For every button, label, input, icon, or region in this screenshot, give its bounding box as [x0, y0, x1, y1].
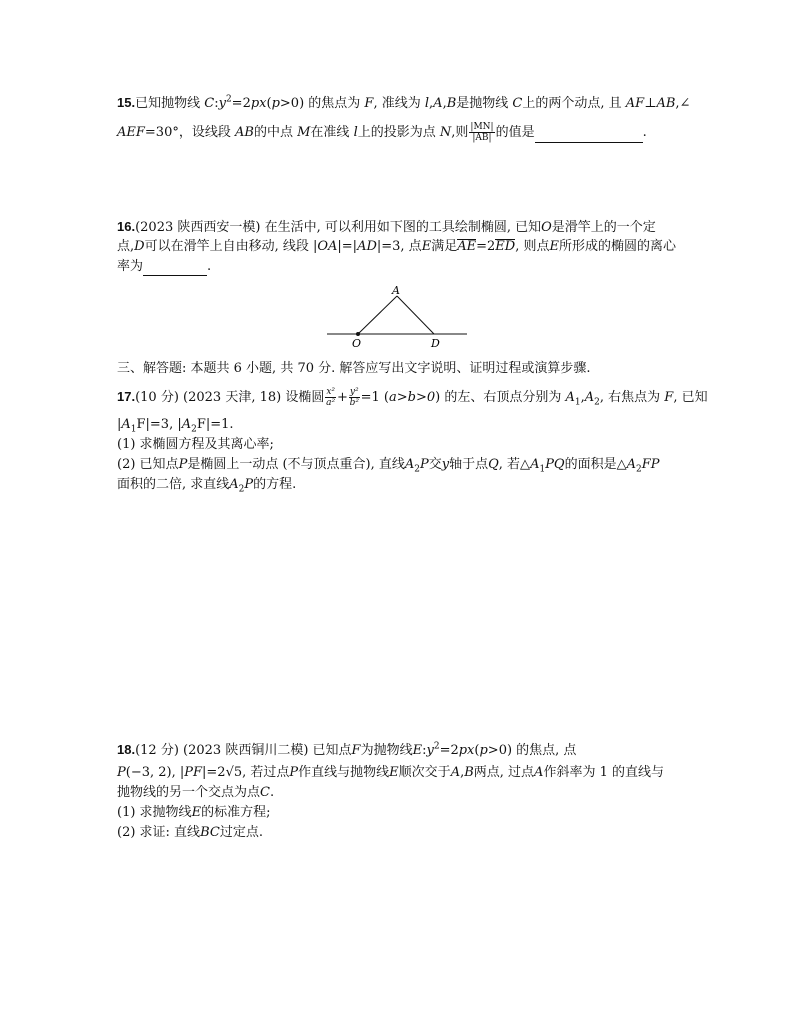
label-A: A — [392, 284, 400, 297]
q15-number: 15. — [117, 95, 136, 110]
q18-part-2: (2) 求证: 直线BC过定点. — [117, 825, 263, 840]
q17-part-2-cont: 面积的二倍, 求直线$A_2P$的方程. — [117, 477, 297, 495]
q15-line-2: AEF=30°，设线段 AB的中点 M在准线 l上的投影为点 N,则 $\frac{|MN|}{|AB|}$ 的值是 . — [117, 122, 647, 143]
q17-fraction-x: $\frac{\text{x²}}{\text{a²}}$ — [326, 387, 336, 408]
q18-line-2: P(−3, 2), |PF|=2√5, 若过点P作直线与抛物线E顺次交于A,B两点, 过点A作斜率为 1 的直线与 — [117, 765, 664, 780]
q18-line-1: 18.(12 分) (2023 陕西铜川二模) 已知点F为抛物线$E:y^2=2px(p>0)$ 的焦点, 点 — [117, 741, 577, 758]
q16-line-2: 点,D可以在滑竿上自由移动, 线段 |OA|=|AD|=3, 点E满足AE=2ED, 则点E所形成的椭圆的离心 — [117, 239, 676, 254]
q17-part-2: (2) 已知点P是椭圆上一动点 (不与顶点重合), 直线$A_2P$交y轴于点Q, 若$\triangle A_1PQ$的面积是$\triangle A_2FP$ — [117, 457, 660, 475]
label-O: O — [352, 337, 362, 350]
q16-number: 16. — [117, 219, 136, 234]
q18-part-1: (1) 求抛物线E的标准方程; — [117, 805, 271, 820]
q18-number: 18. — [117, 742, 136, 757]
segment-AD — [397, 296, 434, 334]
q17-number: 17. — [117, 389, 136, 404]
q16-answer-blank — [143, 261, 207, 276]
q16-line-1: 16.(2023 陕西西安一模) 在生活中, 可以利用如下图的工具绘制椭圆, 已知O是滑竿上的一个定 — [117, 219, 656, 235]
q17-part-1: (1) 求椭圆方程及其离心率; — [117, 437, 274, 452]
q15-fraction: $\frac{|MN|}{|AB|}$ — [470, 122, 494, 143]
q17-line-1: 17.(10 分) (2023 天津, 18) 设椭圆 $\frac{\text{x²}}{\text{a²}}$ + $\frac{\text{y²}}{\text{b²}}$ =1 (a>b>0) 的左、右顶点分别为 $A_1,A_2$, 右焦点为 F, 已知 — [117, 387, 708, 408]
q15-line-1: 15.已知抛物线 $C:y^2=2px(p>0)$ 的焦点为 F, 准线为 l,A,B是抛物线 C上的两个动点, 且 AF⊥AB,∠ — [117, 94, 691, 111]
q15-answer-blank — [535, 128, 643, 143]
q16-line-3: 率为 . — [117, 259, 212, 274]
ellipse-tool-diagram — [325, 284, 470, 350]
segment-OA — [358, 296, 397, 334]
q17-fraction-y: $\frac{\text{y²}}{\text{b²}}$ — [349, 387, 359, 408]
q18-line-3: 抛物线的另一个交点为点C. — [117, 785, 275, 800]
section-3-heading: 三、解答题: 本题共 6 小题, 共 70 分. 解答应写出文字说明、证明过程或演算步骤. — [117, 361, 591, 376]
point-O — [356, 332, 360, 336]
q17-line-2: $|A_1F|=3$, $|A_2F|=1$. — [117, 417, 234, 435]
label-D: D — [431, 337, 440, 350]
